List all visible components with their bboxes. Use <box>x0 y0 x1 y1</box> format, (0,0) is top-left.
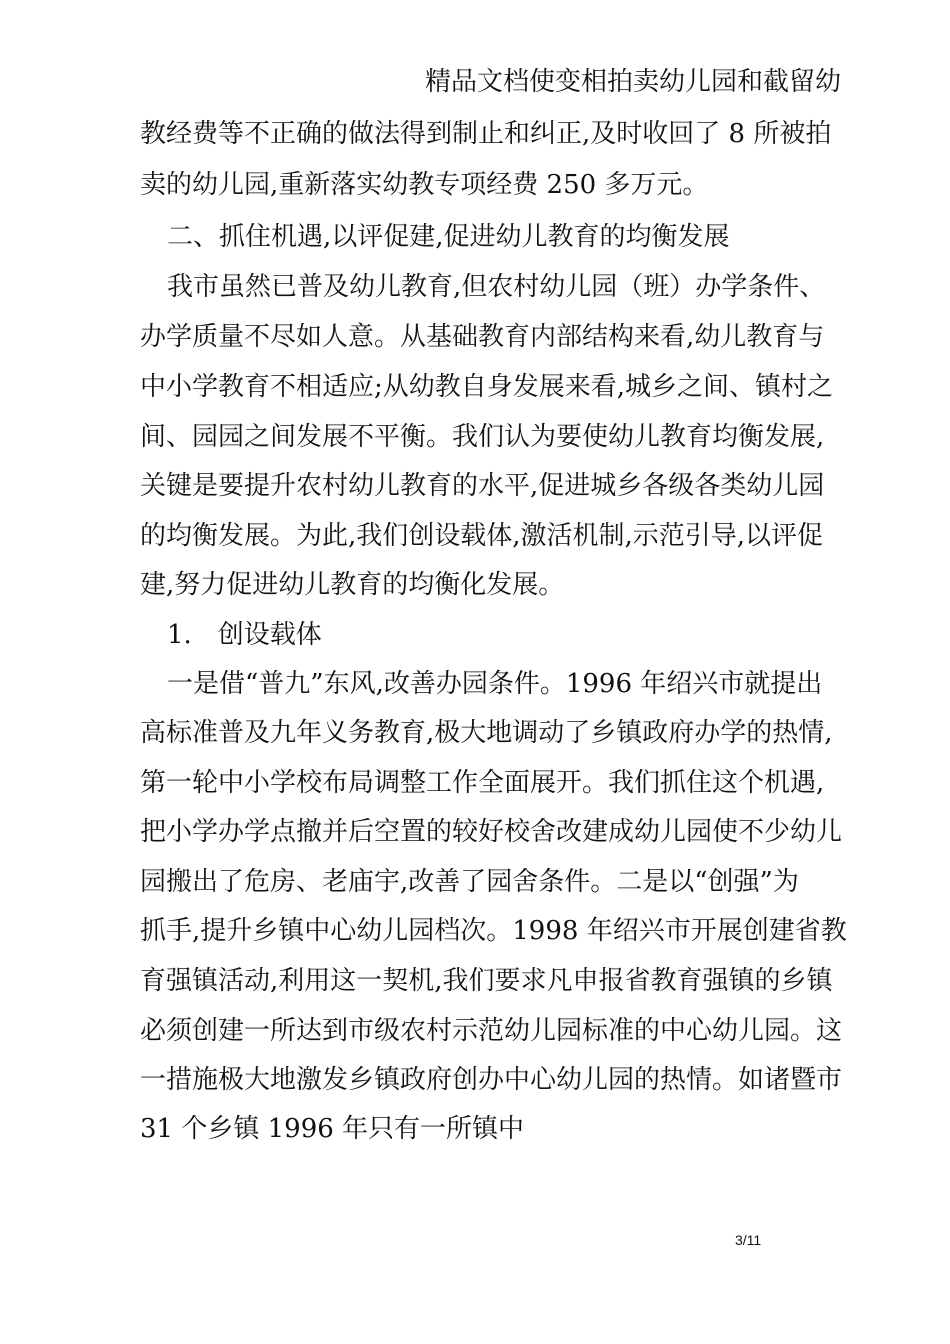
page-number: 3/11 <box>735 1232 762 1248</box>
text-line: 抓手,提升乡镇中心幼儿园档次。1998 年绍兴市开展创建省教 <box>140 916 847 946</box>
text-line: 31 个乡镇 1996 年只有一所镇中 <box>140 1114 525 1144</box>
text-line: 必须创建一所达到市级农村示范幼儿园标准的中心幼儿园。这 <box>140 1016 843 1046</box>
text-line: 的均衡发展。为此,我们创设载体,激活机制,示范引导,以评促 <box>140 521 824 551</box>
text-line: 关键是要提升农村幼儿教育的水平,促进城乡各级各类幼儿园 <box>140 471 825 501</box>
text-line: 我市虽然已普及幼儿教育,但农村幼儿园（班）办学条件、 <box>167 272 826 302</box>
section-heading: 二、抓住机遇,以评促建,促进幼儿教育的均衡发展 <box>167 222 730 252</box>
text-line: 间、园园之间发展不平衡。我们认为要使幼儿教育均衡发展, <box>140 422 825 452</box>
text-line: 一是借“普九”东风,改善办园条件。1996 年绍兴市就提出 <box>167 669 823 699</box>
text-line: 第一轮中小学校布局调整工作全面展开。我们抓住这个机遇, <box>140 768 825 798</box>
header-line: 精品文档使变相拍卖幼儿园和截留幼 <box>425 67 842 97</box>
text-line: 园搬出了危房、老庙宇,改善了园舍条件。二是以“创强”为 <box>140 867 799 897</box>
text-line: 建,努力促进幼儿教育的均衡化发展。 <box>140 570 565 600</box>
text-line: 教经费等不正确的做法得到制止和纠正,及时收回了 8 所被拍 <box>140 119 832 149</box>
text-line: 中小学教育不相适应;从幼教自身发展来看,城乡之间、镇村之 <box>140 372 834 402</box>
subsection-heading: 1. 创设载体 <box>167 620 322 650</box>
text-line: 育强镇活动,利用这一契机,我们要求凡申报省教育强镇的乡镇 <box>140 966 833 996</box>
text-line: 办学质量不尽如人意。从基础教育内部结构来看,幼儿教育与 <box>140 322 825 352</box>
text-line: 把小学办学点撤并后空置的较好校舍改建成幼儿园使不少幼儿 <box>140 817 843 847</box>
text-line: 高标准普及九年义务教育,极大地调动了乡镇政府办学的热情, <box>140 718 833 748</box>
text-line: 卖的幼儿园,重新落实幼教专项经费 250 多万元。 <box>140 170 709 200</box>
text-line: 一措施极大地激发乡镇政府创办中心幼儿园的热情。如诸暨市 <box>140 1065 843 1095</box>
